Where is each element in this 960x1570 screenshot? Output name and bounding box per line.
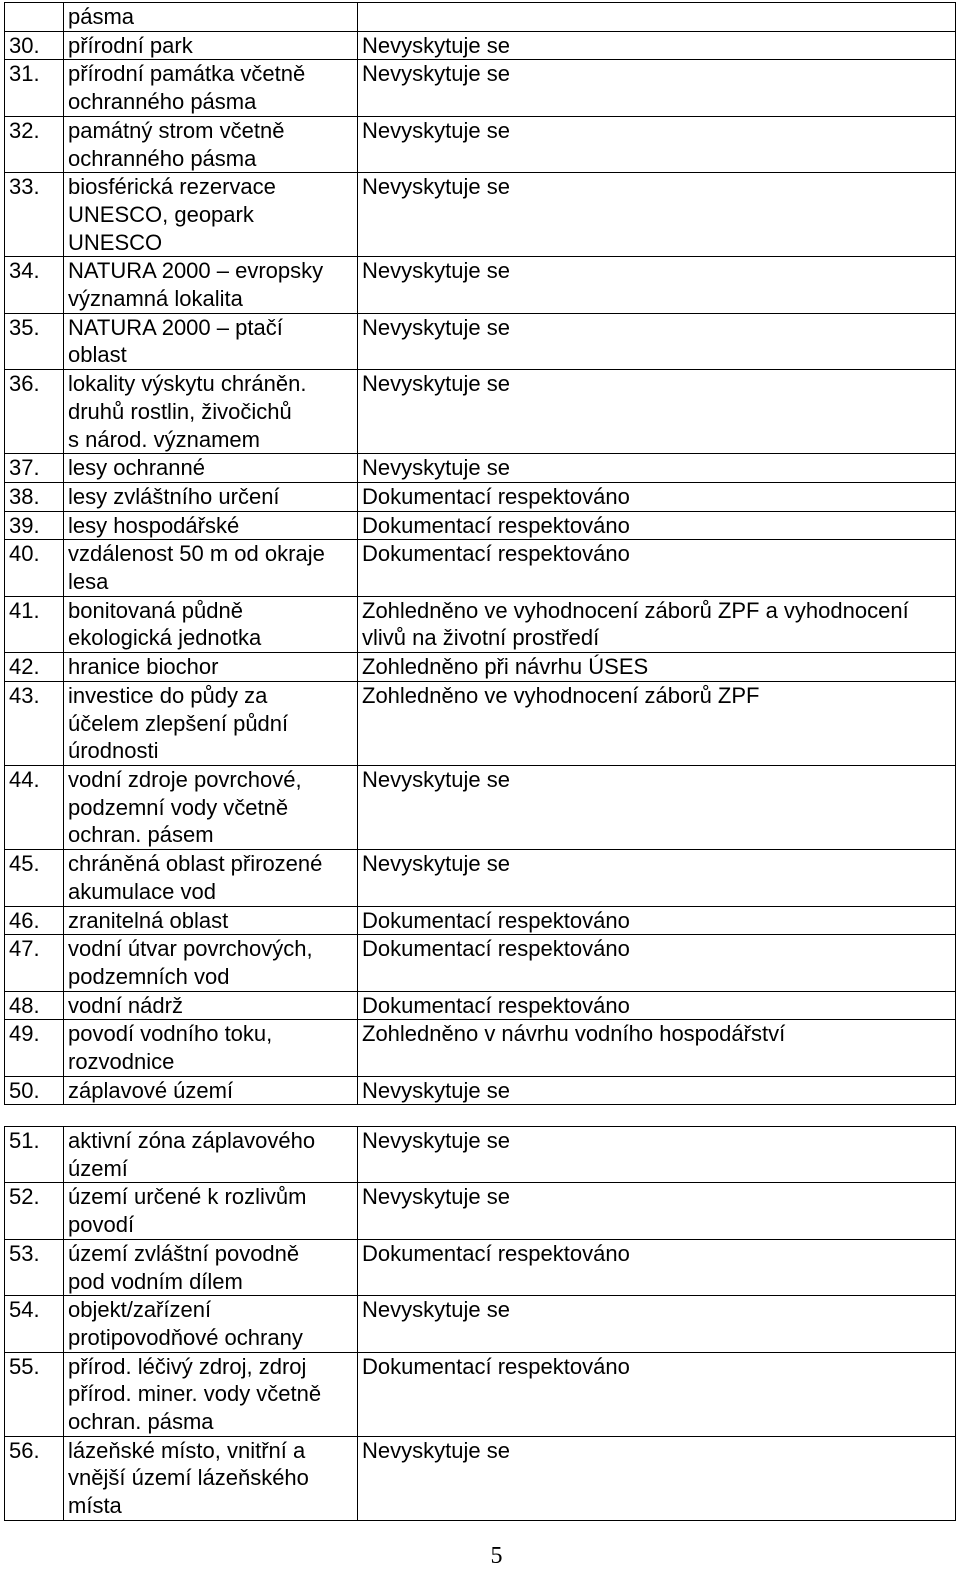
table-row	[5, 1296, 956, 1352]
table-row	[5, 1183, 956, 1239]
table-row	[5, 60, 956, 116]
limit-name: investice do půdy za účelem zlepšení půdní úrodnosti	[64, 681, 358, 765]
row-number: 32.	[5, 116, 64, 172]
row-number: 49.	[5, 1020, 64, 1076]
table-row	[5, 173, 956, 257]
limit-status: Nevyskytuje se	[358, 116, 956, 172]
limit-status: Nevyskytuje se	[358, 1076, 956, 1105]
limit-name: NATURA 2000 – ptačí oblast	[64, 313, 358, 369]
table-row	[5, 991, 956, 1020]
table-row	[5, 653, 956, 682]
limit-name: území určené k rozlivům povodí	[64, 1183, 358, 1239]
table-row	[5, 935, 956, 991]
limit-status: Nevyskytuje se	[358, 765, 956, 849]
row-number: 30.	[5, 31, 64, 60]
limit-name: lázeňské místo, vnitřní a vnější území lázeňského místa	[64, 1436, 358, 1520]
row-number: 44.	[5, 765, 64, 849]
limit-name: památný strom včetně ochranného pásma	[64, 116, 358, 172]
limit-status	[358, 3, 956, 32]
limit-name: chráněná oblast přirozené akumulace vod	[64, 850, 358, 906]
table-row	[5, 850, 956, 906]
table-row	[5, 1352, 956, 1436]
limit-name: NATURA 2000 – evropsky významná lokalita	[64, 257, 358, 313]
row-number: 54.	[5, 1296, 64, 1352]
limit-status: Dokumentací respektováno	[358, 1239, 956, 1295]
limit-status: Nevyskytuje se	[358, 454, 956, 483]
row-number: 38.	[5, 482, 64, 511]
table-row	[5, 681, 956, 765]
row-number: 36.	[5, 370, 64, 454]
limit-status: Nevyskytuje se	[358, 1183, 956, 1239]
table-row	[5, 3, 956, 32]
limit-name: hranice biochor	[64, 653, 358, 682]
table-row	[5, 31, 956, 60]
limit-status: Nevyskytuje se	[358, 313, 956, 369]
table-row	[5, 1239, 956, 1295]
limit-status: Zohledněno při návrhu ÚSES	[358, 653, 956, 682]
limit-status: Nevyskytuje se	[358, 1436, 956, 1520]
limit-status: Zohledněno ve vyhodnocení záborů ZPF a vyhodnocení vlivů na životní prostředí	[358, 596, 956, 652]
limit-name: vodní nádrž	[64, 991, 358, 1020]
limit-status: Nevyskytuje se	[358, 257, 956, 313]
table-row	[5, 454, 956, 483]
limit-status: Zohledněno ve vyhodnocení záborů ZPF	[358, 681, 956, 765]
row-number	[5, 3, 64, 32]
limit-status: Nevyskytuje se	[358, 850, 956, 906]
limit-name: objekt/zařízení protipovodňové ochrany	[64, 1296, 358, 1352]
row-number: 50.	[5, 1076, 64, 1105]
table-row	[5, 1020, 956, 1076]
limit-status: Nevyskytuje se	[358, 1296, 956, 1352]
row-number: 42.	[5, 653, 64, 682]
table-row	[5, 1436, 956, 1520]
limit-name: záplavové území	[64, 1076, 358, 1105]
limit-status: Dokumentací respektováno	[358, 935, 956, 991]
table-row	[5, 765, 956, 849]
row-number: 45.	[5, 850, 64, 906]
table-row	[5, 511, 956, 540]
row-number: 35.	[5, 313, 64, 369]
table-row	[5, 257, 956, 313]
table-row	[5, 482, 956, 511]
page-number: 5	[490, 1543, 503, 1569]
limit-name: přírodní park	[64, 31, 358, 60]
limit-name: lesy ochranné	[64, 454, 358, 483]
limits-table	[4, 2, 956, 1105]
limit-name: zranitelná oblast	[64, 906, 358, 935]
row-number: 43.	[5, 681, 64, 765]
row-number: 41.	[5, 596, 64, 652]
table-row	[5, 596, 956, 652]
row-number: 40.	[5, 540, 64, 596]
limit-status: Dokumentací respektováno	[358, 1352, 956, 1436]
limit-name: aktivní zóna záplavového území	[64, 1127, 358, 1183]
limit-status: Nevyskytuje se	[358, 1127, 956, 1183]
limit-status: Nevyskytuje se	[358, 31, 956, 60]
limit-status: Dokumentací respektováno	[358, 540, 956, 596]
table-row	[5, 116, 956, 172]
limit-name: lesy zvláštního určení	[64, 482, 358, 511]
table-row	[5, 540, 956, 596]
row-number: 56.	[5, 1436, 64, 1520]
limit-name: vzdálenost 50 m od okraje lesa	[64, 540, 358, 596]
limit-name: vodní útvar povrchových, podzemních vod	[64, 935, 358, 991]
table-row	[5, 1127, 956, 1183]
limit-name: lesy hospodářské	[64, 511, 358, 540]
limit-status: Nevyskytuje se	[358, 370, 956, 454]
row-number: 52.	[5, 1183, 64, 1239]
limit-status: Dokumentací respektováno	[358, 511, 956, 540]
limit-name: povodí vodního toku, rozvodnice	[64, 1020, 358, 1076]
limit-name: bonitovaná půdně ekologická jednotka	[64, 596, 358, 652]
row-number: 34.	[5, 257, 64, 313]
row-number: 51.	[5, 1127, 64, 1183]
limit-name: území zvláštní povodně pod vodním dílem	[64, 1239, 358, 1295]
limit-name: přírodní památka včetně ochranného pásma	[64, 60, 358, 116]
limit-status: Dokumentací respektováno	[358, 991, 956, 1020]
limit-status: Zohledněno v návrhu vodního hospodářství	[358, 1020, 956, 1076]
limits-table-continued	[4, 1126, 956, 1521]
limit-status: Dokumentací respektováno	[358, 906, 956, 935]
row-number: 47.	[5, 935, 64, 991]
table-row	[5, 1076, 956, 1105]
limit-name: vodní zdroje povrchové, podzemní vody včetně ochran. pásem	[64, 765, 358, 849]
row-number: 48.	[5, 991, 64, 1020]
row-number: 33.	[5, 173, 64, 257]
row-number: 53.	[5, 1239, 64, 1295]
limit-status: Nevyskytuje se	[358, 173, 956, 257]
row-number: 39.	[5, 511, 64, 540]
row-number: 55.	[5, 1352, 64, 1436]
limit-name: lokality výskytu chráněn. druhů rostlin, živočichů s národ. významem	[64, 370, 358, 454]
limit-name: biosférická rezervace UNESCO, geopark UNESCO	[64, 173, 358, 257]
row-number: 37.	[5, 454, 64, 483]
table-row	[5, 313, 956, 369]
limit-status: Dokumentací respektováno	[358, 482, 956, 511]
limit-name: přírod. léčivý zdroj, zdroj přírod. miner. vody včetně ochran. pásma	[64, 1352, 358, 1436]
limit-name: pásma	[64, 3, 358, 32]
table-row	[5, 906, 956, 935]
table-row	[5, 370, 956, 454]
row-number: 46.	[5, 906, 64, 935]
row-number: 31.	[5, 60, 64, 116]
limit-status: Nevyskytuje se	[358, 60, 956, 116]
